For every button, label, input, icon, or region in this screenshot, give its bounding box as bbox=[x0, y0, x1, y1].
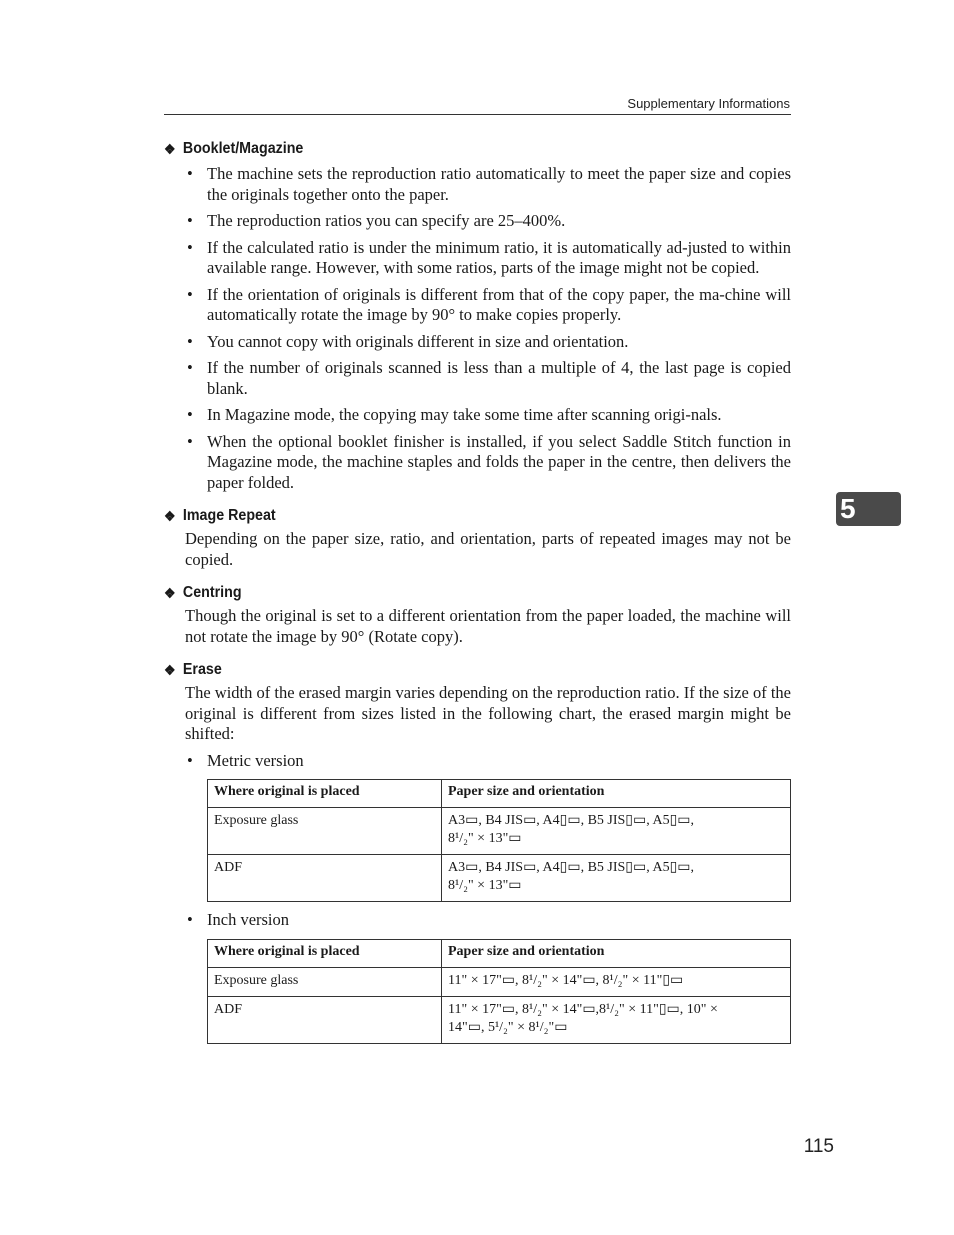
diamond-bullet-icon: ❖ bbox=[164, 661, 176, 678]
section-body: Though the original is set to a different orientation from the paper loaded, the machine will not rotate the image by 90° (Rotate copy). bbox=[185, 606, 791, 646]
list-item: • The machine sets the reproduction ratio automatically to meet the paper size and copies the originals together onto the paper. bbox=[185, 164, 791, 205]
inch-version-label: • Inch version bbox=[207, 910, 791, 931]
cell-sizes bbox=[442, 967, 791, 996]
column-header-place: Where original is placed bbox=[208, 780, 442, 808]
section-heading bbox=[164, 661, 741, 679]
cell-sizes bbox=[442, 855, 791, 902]
section-erase bbox=[164, 661, 791, 1044]
column-header-sizes: Paper size and orientation bbox=[442, 780, 791, 808]
list-item: • In Magazine mode, the copying may take some time after scanning origi-nals. bbox=[185, 405, 791, 426]
section-heading bbox=[164, 140, 741, 158]
list-item: • If the calculated ratio is under the minimum ratio, it is automatically ad-justed to within available range. However, with some ratios, parts of the image might not be copied. bbox=[185, 238, 791, 279]
table-header-row bbox=[208, 939, 791, 967]
list-item: • If the orientation of originals is different from that of the copy paper, the ma-chine will automatically rotate the image by 90° to make copies properly. bbox=[185, 285, 791, 326]
sizes-line: 8¹/₂" × 13"▭ bbox=[448, 831, 522, 846]
list-item: • You cannot copy with originals different in size and orientation. bbox=[185, 332, 791, 353]
page-content bbox=[164, 140, 791, 1058]
sizes-line: 8¹/₂" × 13"▭ bbox=[448, 878, 522, 893]
cell-place: ADF bbox=[208, 855, 442, 902]
section-heading bbox=[164, 507, 741, 525]
table-row bbox=[208, 808, 791, 855]
table-row bbox=[208, 967, 791, 996]
list-item: • The reproduction ratios you can specify are 25–400%. bbox=[185, 211, 791, 232]
sizes-line: A3▭, B4 JIS▭, A4▯▭, B5 JIS▯▭, A5▯▭, bbox=[448, 813, 695, 828]
sizes-line: 11" × 17"▭, 8¹/₂" × 14"▭,8¹/₂" × 11"▯▭, 10" × bbox=[448, 1001, 718, 1017]
section-body: The width of the erased margin varies depending on the reproduction ratio. If the size of the original is different from sizes listed in the following chart, the erased margin might be shifted: bbox=[185, 683, 791, 743]
header-divider bbox=[164, 114, 791, 115]
cell-sizes bbox=[442, 996, 791, 1043]
table-row bbox=[208, 855, 791, 902]
section-heading-text: Centring bbox=[182, 584, 242, 601]
page-number: 115 bbox=[803, 1136, 834, 1157]
diamond-bullet-icon: ❖ bbox=[164, 140, 176, 157]
section-image-repeat bbox=[164, 507, 791, 570]
section-body: Depending on the paper size, ratio, and orientation, parts of repeated images may not be copied. bbox=[185, 529, 791, 569]
sizes-line: A3▭, B4 JIS▭, A4▯▭, B5 JIS▯▭, A5▯▭, bbox=[448, 860, 695, 875]
section-heading-text: Erase bbox=[182, 661, 222, 678]
running-header: Supplementary Informations bbox=[627, 96, 790, 111]
cell-place: Exposure glass bbox=[208, 808, 442, 855]
cell-sizes bbox=[442, 808, 791, 855]
list-item: • When the optional booklet finisher is installed, if you select Saddle Stitch function in Magazine mode, the machine staples and folds the paper in the centre, then delivers the paper folded. bbox=[185, 432, 791, 494]
diamond-bullet-icon: ❖ bbox=[164, 584, 176, 601]
section-heading-text: Booklet/Magazine bbox=[182, 140, 304, 157]
table-row bbox=[208, 996, 791, 1043]
cell-place: Exposure glass bbox=[208, 967, 442, 996]
column-header-place: Where original is placed bbox=[208, 939, 442, 967]
section-heading bbox=[164, 584, 741, 602]
sizes-line: 14"▭, 5¹/₂" × 8¹/₂"▭ bbox=[448, 1019, 568, 1035]
chapter-tab: 5 bbox=[836, 492, 901, 526]
cell-place: ADF bbox=[208, 996, 442, 1043]
list-item: • If the number of originals scanned is less than a multiple of 4, the last page is copied blank. bbox=[185, 358, 791, 399]
inch-erase-table bbox=[207, 939, 791, 1044]
metric-erase-table bbox=[207, 779, 791, 902]
bullet-list bbox=[185, 164, 791, 493]
metric-version-label: • Metric version bbox=[207, 751, 791, 772]
section-centring bbox=[164, 584, 791, 647]
section-heading-text: Image Repeat bbox=[182, 507, 276, 524]
table-header-row bbox=[208, 780, 791, 808]
sizes-line: 11" × 17"▭, 8¹/₂" × 14"▭, 8¹/₂" × 11"▯▭ bbox=[448, 972, 684, 988]
column-header-sizes: Paper size and orientation bbox=[442, 939, 791, 967]
section-booklet-magazine bbox=[164, 140, 791, 493]
diamond-bullet-icon: ❖ bbox=[164, 507, 176, 524]
